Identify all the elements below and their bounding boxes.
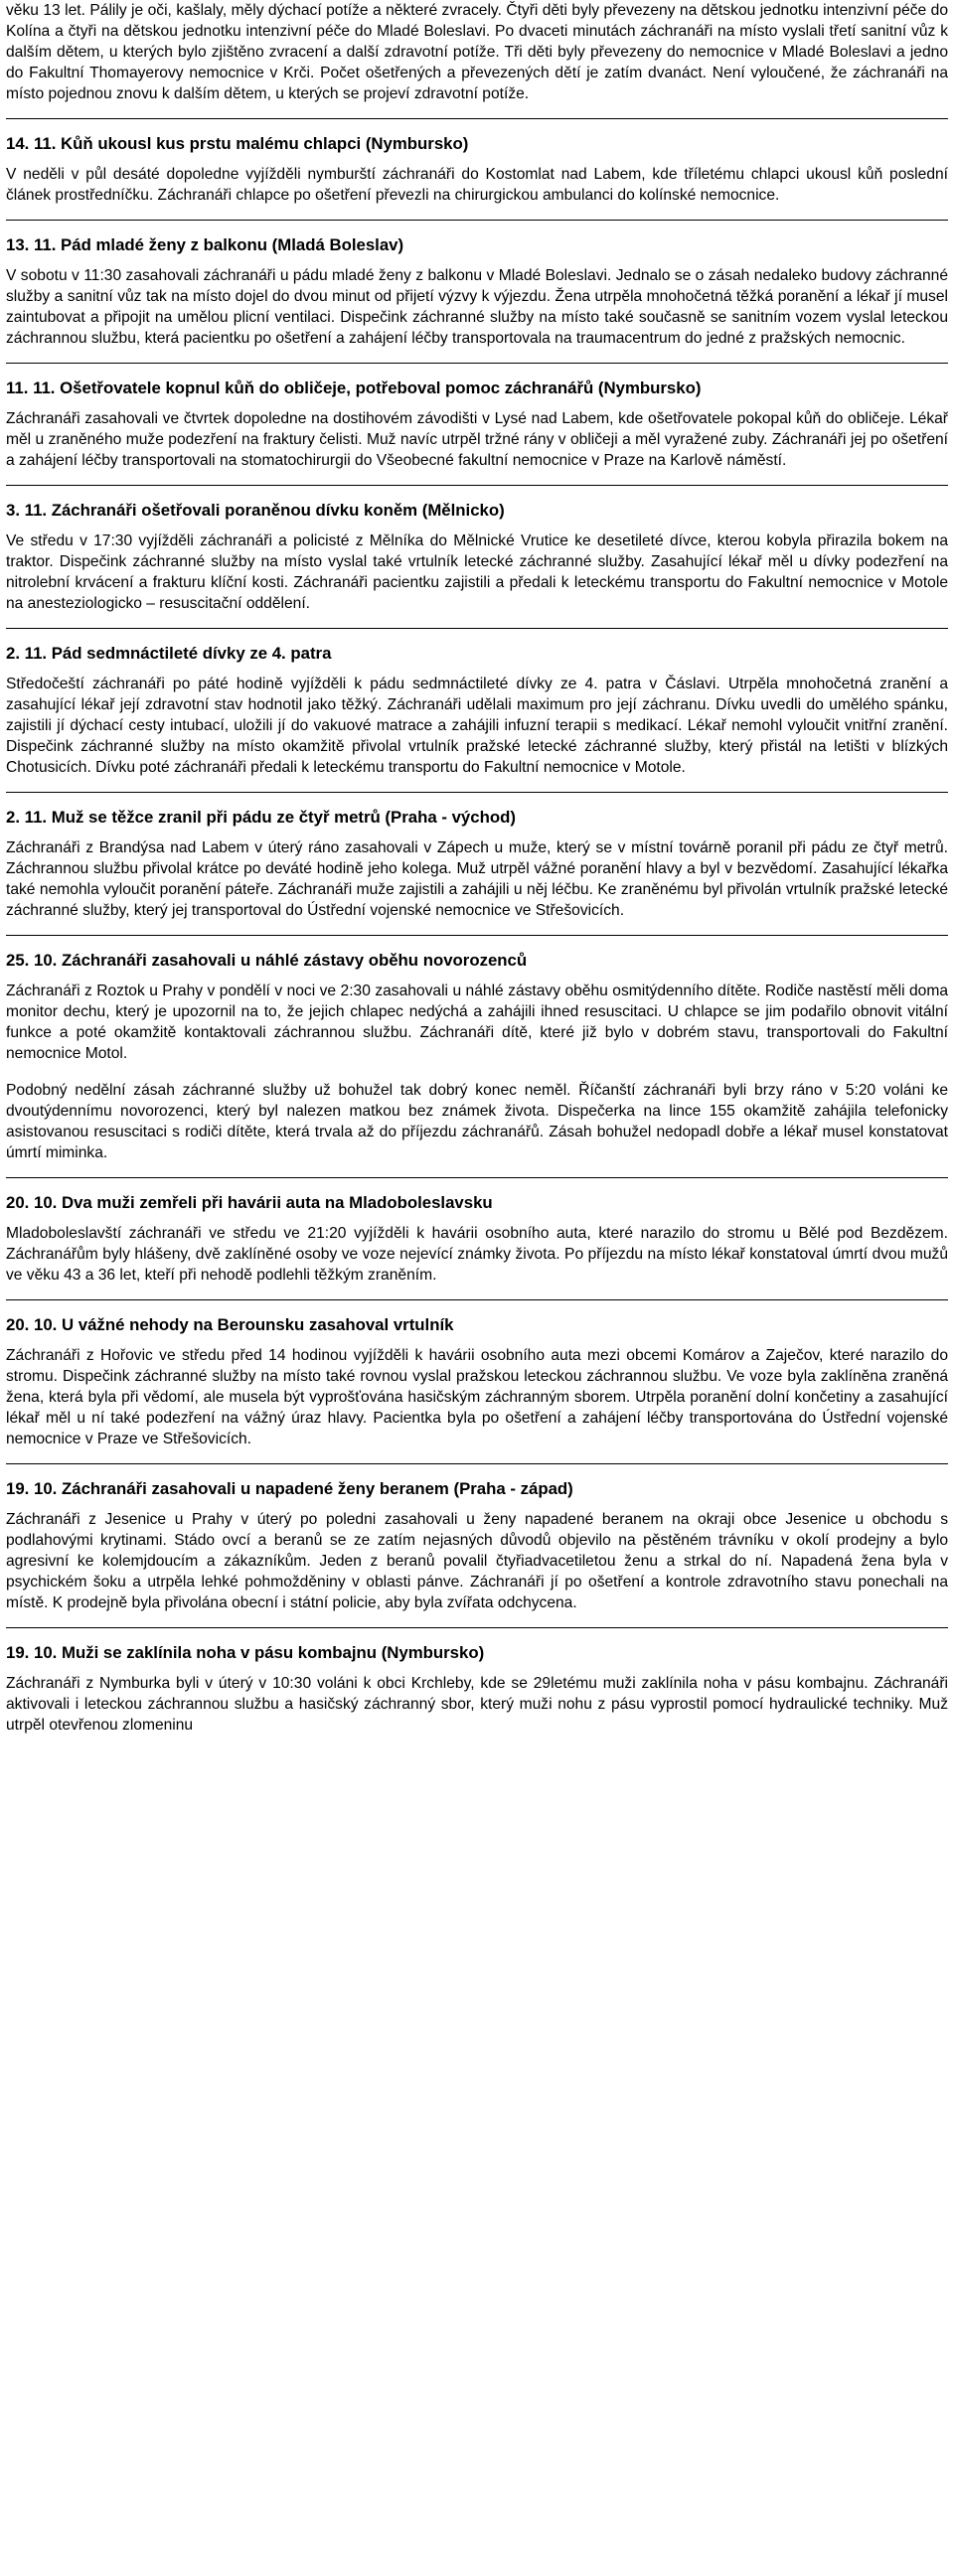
article-paragraph: Záchranáři z Brandýsa nad Labem v úterý ráno zasahovali v Zápech u muže, který se v místní továrně poranil při pádu ze čtyř metrů. Záchrannou službu přivolal krátce po deváté hodině jeho kolega. Muž utrpěl vážné poranění hlavy a byl v bezvědomí. Zasahující lékařka také nemohla vyloučit poranění páteře. Záchranáři muže zajistili a zahájili u něj léčbu. Ke zraněnému byl přivolán vrtulník pražské letecké záchranné služby, který jej transportoval do Ústřední vojenské nemocnice ve Střešovicích.	[6, 839, 948, 919]
article-spacer	[6, 778, 948, 792]
article-paragraph: V sobotu v 11:30 zasahovali záchranáři u pádu mladé ženy z balkonu v Mladé Boleslavi. Jednalo se o zásah nedaleko budovy záchranné služby a sanitní vůz tak na místo dojel do dvou minut od přijetí výzvy k výjezdu. Žena utrpěla mnohočetná těžká poranění a lékař jí musel zaintubovat a připojit na umělou plicní ventilaci. Dispečink záchranné služby na místo také současně se sanitním vozem vyslal leteckou záchrannou službu, která pacientku po ošetření a zahájení léčby transportovala na traumacentrum do jedné z pražských nemocnic.	[6, 267, 948, 347]
article-section	[6, 1299, 948, 1463]
article-paragraph: Středočeští záchranáři po páté hodině vyjížděli k pádu sedmnáctileté dívky ze 4. patra v Čáslavi. Utrpěla mnohočetná zranění a zasahující lékař její zdravotní stav hodnotil jako těžký. Záchranáři udělali maximum pro její záchranu. Dívku uvedli do umělého spánku, zajistili jí dýchací cesty intubací, uložili jí do vakuové matrace a zahájili infuzní terapii s medikací. Lékař nemohl vyloučit vnitřní zranění. Dispečink záchranné služby na místo okamžitě přivolal vrtulník pražské letecké záchranné služby, který přistál na letišti v blízkých Chotusicích. Dívku poté záchranáři předali k leteckému transportu do Fakultní nemocnice v Motole.	[6, 676, 948, 776]
article-section	[6, 118, 948, 220]
article-section	[6, 485, 948, 628]
article-section	[6, 792, 948, 935]
article-title: 19. 10. Záchranáři zasahovali u napadené ženy beranem (Praha - západ)	[6, 1479, 573, 1498]
article-section	[6, 1463, 948, 1627]
article-paragraph: Podobný nedělní zásah záchranné služby už bohužel tak dobrý konec neměl. Říčanští záchranáři byli brzy ráno v 5:20 voláni ke dvoutýdennímu novorozenci, který byl nalezen matkou bez známek života. Dispečerka na lince 155 okamžitě zahájila telefonicky asistovanou resuscitaci s rodiči dítěte, která trvala až do příjezdu záchranářů. Zásah bohužel nedopadl dobře a lékař musel konstatovat úmrtí miminka.	[6, 1082, 948, 1161]
article-title: 13. 11. Pád mladé ženy z balkonu (Mladá Boleslav)	[6, 235, 404, 254]
article-title: 20. 10. Dva muži zemřeli při havárii auta na Mladoboleslavsku	[6, 1193, 493, 1212]
article-paragraph: Záchranáři z Jesenice u Prahy v úterý po poledni zasahovali u ženy napadené beranem na okraji obce Jesenice u obchodu s podlahovými krytinami. Stádo ovcí a beranů se ze zatím nejasných důvodů objevilo na pěstěném trávníku v okolí prodejny a bylo agresivní ke kolemjdoucím a zákazníkům. Jeden z beranů povalil čtyřiadvacetiletou ženu a strkal do ní. Napadená žena byla v psychickém šoku a utrpěla lehké pohmožděniny v oblasti pánve. Záchranáři jí po ošetření a kontrole zdravotního stavu ponechali na místě. K prodejně byla přivolána obecní i státní policie, aby byla zvířata odchycena.	[6, 1511, 948, 1611]
article-spacer	[6, 1736, 948, 1749]
article-section	[6, 628, 948, 792]
article-spacer	[6, 471, 948, 485]
intro-paragraph: věku 13 let. Pálily je oči, kašlaly, měly dýchací potíže a některé zvracely. Čtyři děti byly převezeny na dětskou jednotku intenzivní péče do Kolína a čtyři na dětskou jednotku intenzivní péče do Mladé Boleslavi. Po dvaceti minutách záchranáři na místo vyslali třetí sanitní vůz k dalším dětem, u kterých bylo zjištěno zvracení a další zdravotní potíže. Tři děti byly převezeny do nemocnice v Mladé Boleslavi a jedno do Fakultní Thomayerovy nemocnice v Krči. Počet ošetřených a převezených dětí je zatím dvanáct. Není vyloučené, že záchranáři na místo pojednou znovu k dalším dětem, u kterých se projeví zdravotní potíže.	[6, 2, 948, 102]
article-section	[6, 1627, 948, 1749]
article-spacer	[6, 1449, 948, 1463]
article-list	[6, 118, 948, 1749]
article-paragraph: Záchranáři z Roztok u Prahy v pondělí v noci ve 2:30 zasahovali u náhlé zástavy oběhu osmitýdenního dítěte. Rodiče nastěstí měli doma monitor dechu, který je upozornil na to, že jejich chlapec nedýchá a zahájili ihned resuscitaci. U chlapce se jim podařilo obnovit vitální funkce a poté okamžitě kontaktovali záchrannou službu. Záchranáři dítě, které již bylo v dobrém stavu, transportovali do Fakultní nemocnice Motol.	[6, 983, 948, 1062]
article-paragraph: Ve středu v 17:30 vyjížděli záchranáři a policisté z Mělníka do Mělnické Vrutice ke desetileté dívce, kterou kobyla přirazila bokem na traktor. Dispečink záchranné služby na místo vyslal také vrtulník letecké záchranné služby. Zasahující lékař měl u dívky podezření na nitrolební krvácení a frakturu klíční kosti. Záchranáři pacientku zajistili a předali k leteckému transportu do Fakultní nemocnice v Motole na anesteziologicko – resuscitační oddělení.	[6, 532, 948, 612]
article-section	[6, 1177, 948, 1299]
article-title: 14. 11. Kůň ukousl kus prstu malému chlapci (Nymbursko)	[6, 134, 469, 153]
article-spacer	[6, 921, 948, 935]
article-paragraph: V neděli v půl desáté dopoledne vyjížděli nymburští záchranáři do Kostomlat nad Labem, kde tříletému chlapci ukousl kůň poslední článek prostředníčku. Záchranáři chlapce po ošetření převezli na chirurgickou ambulanci do kolínské nemocnice.	[6, 166, 948, 204]
article-spacer	[6, 1163, 948, 1177]
article-title: 2. 11. Pád sedmnáctileté dívky ze 4. patra	[6, 644, 332, 663]
article-spacer	[6, 206, 948, 220]
article-paragraph: Záchranáři z Nymburka byli v úterý v 10:30 voláni k obci Krchleby, kde se 29letému muži zaklínila noha v pásu kombajnu. Záchranáři aktivovali i leteckou záchrannou službu a hasičský záchranný sbor, který muži nohu z pásu vyprostil pomocí hydraulické techniky. Muž utrpěl otevřenou zlomeninu	[6, 1675, 948, 1734]
article-section	[6, 935, 948, 1177]
article-section	[6, 363, 948, 485]
article-spacer	[6, 1613, 948, 1627]
article-paragraph: Záchranáři z Hořovic ve středu před 14 hodinou vyjížděli k havárii osobního auta mezi obcemi Komárov a Zaječov, které narazilo do stromu. Dispečink záchranné služby na místo také rovnou vyslal pražskou leteckou záchrannou službu. Ve voze byla zaklíněna zraněná žena, která byla při vědomí, ale musela být vyprošťována hasičským záchranným sborem. Utrpěla poranění dolní končetiny a zasahující lékař měl u ní také podezření na vážný úraz hlavy. Pacientka byla po ošetření a zahájení léčby transportována do Ústřední vojenské nemocnice v Praze ve Střešovicích.	[6, 1347, 948, 1447]
article-spacer	[6, 1286, 948, 1299]
article-title: 2. 11. Muž se těžce zranil při pádu ze čtyř metrů (Praha - východ)	[6, 808, 516, 827]
article-title: 11. 11. Ošetřovatele kopnul kůň do obličeje, potřeboval pomoc záchranářů (Nymbursko)	[6, 379, 702, 397]
article-spacer	[6, 614, 948, 628]
article-title: 19. 10. Muži se zaklínila noha v pásu kombajnu (Nymbursko)	[6, 1643, 485, 1662]
article-paragraph: Mladoboleslavští záchranáři ve středu ve 21:20 vyjížděli k havárii osobního auta, které narazilo do stromu u Bělé pod Bezdězem. Záchranářům byly hlášeny, dvě zaklíněné osoby ve voze nejevící známky života. Po příjezdu na místo lékař konstatoval úmrtí dvou mužů ve věku 43 a 36 let, kteří při nehodě podlehli těžkým zraněním.	[6, 1225, 948, 1284]
article-spacer	[6, 349, 948, 363]
article-paragraph: Záchranáři zasahovali ve čtvrtek dopoledne na dostihovém závodišti v Lysé nad Labem, kde ošetřovatele pokopal kůň do obličeje. Lékař měl u zraněného muže podezření na fraktury čelisti. Muž navíc utrpěl tržné rány v obličeji a měl vyražené zuby. Záchranáři jej po ošetření a zahájení léčby transportovali na stomatochirurgii do Všeobecné fakultní nemocnice v Praze na Karlově náměstí.	[6, 410, 948, 469]
article-title: 20. 10. U vážné nehody na Berounsku zasahoval vrtulník	[6, 1315, 454, 1334]
article-section	[6, 220, 948, 363]
article-title: 3. 11. Záchranáři ošetřovali poraněnou dívku koněm (Mělnicko)	[6, 501, 505, 520]
article-title: 25. 10. Záchranáři zasahovali u náhlé zástavy oběhu novorozenců	[6, 951, 528, 970]
